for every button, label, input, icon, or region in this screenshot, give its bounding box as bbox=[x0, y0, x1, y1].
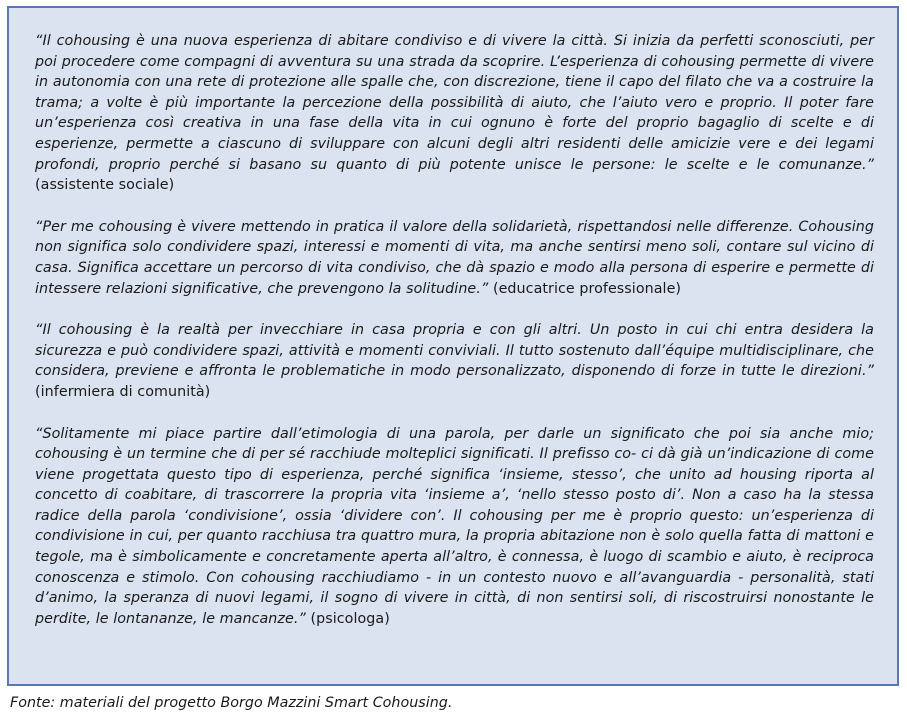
quote-educator bbox=[35, 217, 874, 299]
quote-author: (assistente sociale) bbox=[35, 177, 175, 194]
quote-psychologist bbox=[35, 424, 874, 630]
quote-text: “Solitamente mi piace partire dall’etimologia di una parola, per darle un significato che poi sia anche mio; cohousing è un termine che di per sé racchiude molteplici significati. Il prefisso co- ci dà già un’indicazione di come viene progettata questo tipo di esperienza, perché significa ‘insieme, stesso’, che unito ad housing riporta al concetto di coabitare, di trascorrere la propria vita ‘insieme a’, ‘nello stesso posto di’. Non a caso ha la stessa radice della parola ‘condivisione’, ossia ‘dividere con’. Il cohousing per me è proprio questo: un’esperienza di condivisione in cui, per quanto racchiusa tra quattro mura, la propria abitazione non è solo quella fatta di mattoni e tegole, ma è simbolicamente e concretamente aperta all’altro, è connessa, è luogo di scambio e aiuto, è reciproca conoscenza e stimolo. Con cohousing racchiudiamo - in un contesto nuovo e all’avanguardia - personalità, stati d’animo, la speranza di nuovi legami, il sogno di vivere in città, di non sentirsi soli, di riscostruirsi nonostante le perdite, le lontananze, le mancanze.” bbox=[35, 425, 874, 627]
quote-text: “Il cohousing è la realtà per invecchiare in casa propria e con gli altri. Un posto in cui chi entra desidera la sicurezza e può condividere spazi, attività e momenti conviviali. Il tutto sostenuto dall’équipe multidisciplinare, che considera, previene e affronta le problematiche in modo personalizzato, disponendo di forze in tutte le direzioni.” bbox=[35, 322, 874, 380]
quote-social-worker bbox=[35, 31, 874, 196]
quote-author: (infermiera di comunità) bbox=[35, 383, 211, 400]
quote-nurse bbox=[35, 320, 874, 402]
source-note: Fonte: materiali del progetto Borgo Mazzini Smart Cohousing. bbox=[10, 695, 453, 711]
quote-text: “Il cohousing è una nuova esperienza di abitare condiviso e di vivere la città. Si inizia da perfetti sconosciuti, per poi procedere come compagni di avventura su una strada da scoprire. L’esperienza di cohousing permette di vivere in autonomia con una rete di protezione alle spalle che, con discrezione, tiene il capo del filato che va a costruire la trama; a volte è più importante la percezione della possibilità di aiuto, che l’aiuto vero e proprio. Il poter fare un’esperienza così creativa in una fase della vita in cui ognuno è forte del proprio bagaglio di scelte e di esperienze, permette a ciascuno di sviluppare con alcuni degli altri residenti delle amicizie vere e dei legami profondi, proprio perché si basano su quanto di più potente unisce le persone: le scelte e le comunanze.” bbox=[35, 33, 874, 173]
quotes-box bbox=[7, 6, 899, 686]
quote-author: (psicologa) bbox=[310, 610, 390, 627]
quote-author: (educatrice professionale) bbox=[492, 280, 682, 297]
quote-text: “Per me cohousing è vivere mettendo in pratica il valore della solidarietà, rispettandosi nelle differenze. Cohousing non significa solo condividere spazi, interessi e momenti di vita, ma anche sentirsi meno soli, contare sul vicino di casa. Significa accettare un percorso di vita condiviso, che dà spazio e modo alla persona di esperire e permette di intessere relazioni significative, che prevengono la solitudine.” bbox=[35, 218, 874, 297]
